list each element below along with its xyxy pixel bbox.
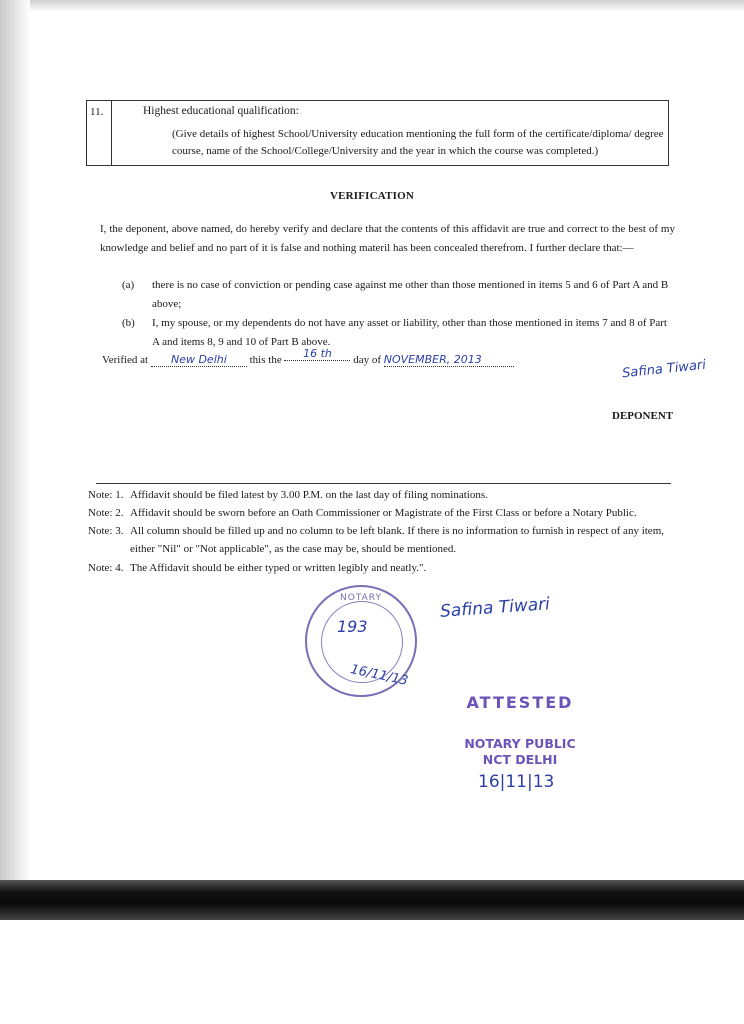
note-1 xyxy=(88,486,678,504)
notes-divider xyxy=(96,483,671,484)
nct-delhi-stamp: NCT DELHI xyxy=(482,752,558,767)
scan-bottom-edge xyxy=(0,880,744,920)
deponent-label: DEPONENT xyxy=(612,410,674,422)
month-handwritten: NOVEMBER, 2013 xyxy=(383,353,482,366)
day-of-label: day of xyxy=(353,354,382,366)
deponent-signature: Safina Tiwari xyxy=(621,357,707,382)
verification-heading: VERIFICATION xyxy=(329,190,415,202)
scan-left-edge xyxy=(0,0,30,900)
verified-at-label: Verified at xyxy=(102,354,149,366)
verification-paragraph: I, the deponent, above named, do hereby verify and declare that the contents of this affidavit are true and correct to the best of my knowledge and belief and no part of it is false and nothing materil has been concealed therefrom. I further declare that:— xyxy=(100,223,675,254)
note-3-text: All column should be filled up and no column to be left blank. If there is no information to furnish in respect of any item, either "Nil" or "Not applicable", as the case may be, should be mentioned. xyxy=(130,525,664,555)
note-3-label: Note: 3. xyxy=(88,525,124,537)
verified-line xyxy=(102,347,514,367)
note-4-label: Note: 4. xyxy=(88,562,124,574)
place-handwritten: New Delhi xyxy=(170,353,227,366)
notary-seal-text: NOTARY xyxy=(340,593,382,603)
note-1-label: Note: 1. xyxy=(88,489,124,501)
notary-public-stamp: NOTARY PUBLIC xyxy=(464,736,576,751)
item-a-text: there is no case of conviction or pending case against me other than those mentioned in items 5 and 6 of Part A and B above; xyxy=(152,279,669,310)
day-field xyxy=(284,347,350,361)
item-b-marker: (b) xyxy=(122,317,135,329)
note-2 xyxy=(88,504,678,522)
note-2-text: Affidavit should be sworn before an Oath Commissioner or Magistrate of the First Class or before a Notary Public. xyxy=(130,507,637,519)
note-4 xyxy=(88,559,678,577)
qualification-label: Highest educational qualification: xyxy=(143,105,299,117)
note-4-text: The Affidavit should be either typed or written legibly and neatly.". xyxy=(130,562,427,574)
note-1-text: Affidavit should be filed latest by 3.00 P.M. on the last day of filing nominations. xyxy=(130,489,488,501)
place-field xyxy=(151,353,247,367)
notary-date: 16|11|13 xyxy=(478,772,555,792)
item-a-marker: (a) xyxy=(122,279,135,291)
notary-signature: Safina Tiwari xyxy=(439,594,551,622)
notary-seal-number: 193 xyxy=(337,617,368,636)
notary-seal-date: 16/11/13 xyxy=(349,662,410,689)
day-handwritten: 16 th xyxy=(303,347,332,360)
note-2-label: Note: 2. xyxy=(88,507,124,519)
column-divider xyxy=(111,101,112,165)
attested-stamp: ATTESTED xyxy=(466,693,574,712)
qualification-description: (Give details of highest School/University education mentioning the full form of the certificate/diploma/ degree course, name of the School/College/University and the year in which the course was completed.) xyxy=(172,128,664,157)
scan-top-shadow xyxy=(0,0,744,12)
item-number: 11. xyxy=(90,106,104,118)
item-b-text: I, my spouse, or my dependents do not have any asset or liability, other than those mentioned in items 7 and 8 of Part A and items 8, 9 and 10 of Part B above. xyxy=(152,317,667,348)
note-3 xyxy=(88,522,678,558)
this-the-label: this the xyxy=(249,354,282,366)
month-field xyxy=(384,353,514,367)
